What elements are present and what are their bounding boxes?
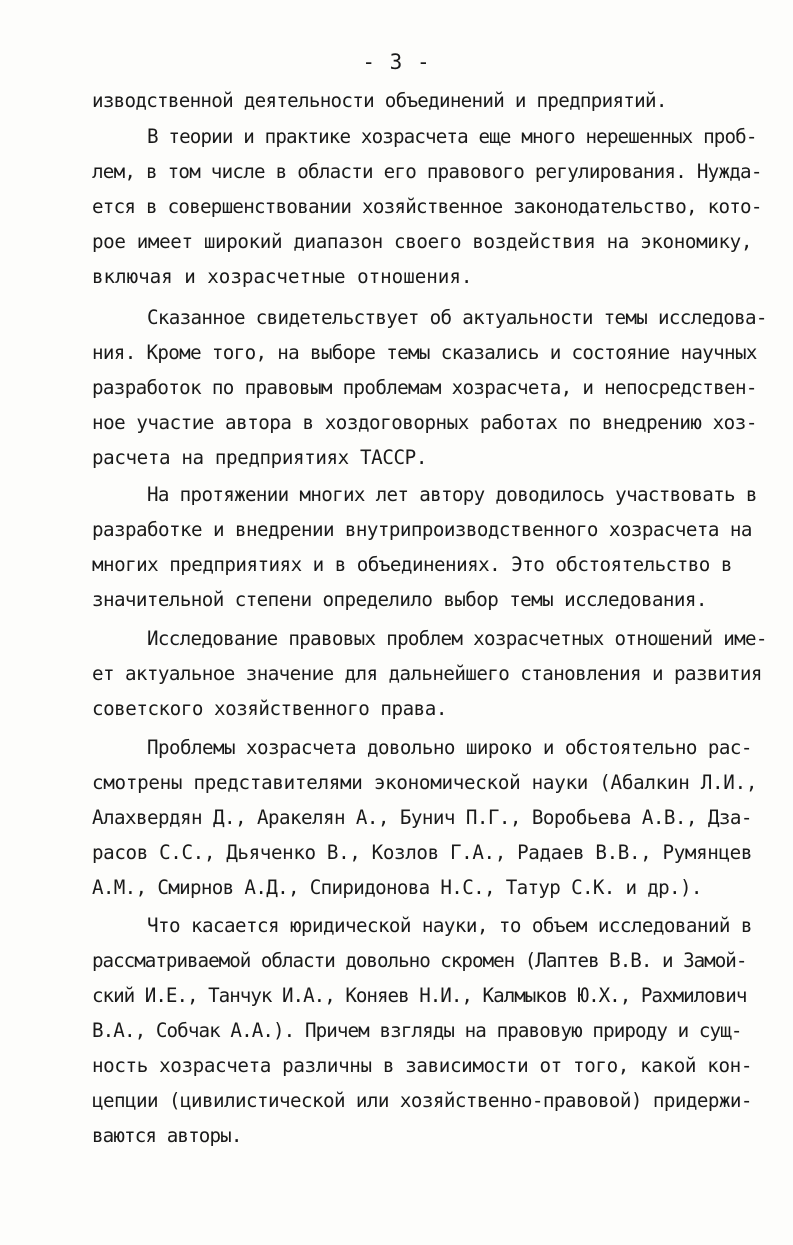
text-line: В теории и практике хозрасчета еще много нерешенных проб-	[147, 125, 757, 148]
page-number: - 3 -	[362, 50, 431, 74]
text-line: включая и хозрасчетные отношения.	[92, 265, 473, 288]
text-line: ется в совершенствовании хозяйственное законодательство, кото-	[92, 195, 762, 218]
text-line: ное участие автора в хоздоговорных работах по внедрению хоз-	[92, 411, 757, 434]
text-line: разработок по правовым проблемам хозрасчета, и непосредствен-	[92, 376, 757, 399]
text-line: ваются авторы.	[92, 1124, 242, 1147]
text-line: Сказанное свидетельствует об актуальности темы исследова-	[147, 306, 767, 329]
text-line: Проблемы хозрасчета довольно широко и обстоятельно рас-	[147, 736, 752, 759]
text-line: смотрены представителями экономической науки (Абалкин Л.И.,	[92, 771, 758, 794]
text-line: рассматриваемой области довольно скромен (Лаптев В.В. и Замой-	[92, 949, 747, 972]
text-line: А.М., Смирнов А.Д., Спиридонова Н.С., Татур С.К. и др.).	[92, 876, 702, 899]
text-line: цепции (цивилистической или хозяйственно-правовой) придержи-	[92, 1089, 752, 1112]
text-line: ский И.Е., Танчук И.А., Коняев Н.И., Калмыков Ю.Х., Рахмилович	[92, 984, 747, 1007]
text-line: советского хозяйственного права.	[92, 697, 447, 720]
text-line: ность хозрасчета различны в зависимости от того, какой кон-	[92, 1054, 753, 1077]
text-line: ет актуальное значение для дальнейшего становления и развития	[92, 662, 762, 685]
text-line: Что касается юридической науки, то объем исследований в	[147, 914, 752, 937]
text-line: В.А., Собчак А.А.). Причем взгляды на правовую природу и сущ-	[92, 1019, 742, 1042]
text-line: значительной степени определило выбор темы исследования.	[92, 588, 707, 611]
text-line: многих предприятиях и в объединениях. Это обстоятельство в	[92, 553, 732, 576]
text-line: расчета на предприятиях ТАССР.	[92, 446, 428, 469]
text-line: Алахвердян Д., Аракелян А., Бунич П.Г., Воробьева А.В., Дза-	[92, 806, 752, 829]
text-line: расов С.С., Дьяченко В., Козлов Г.А., Радаев В.В., Румянцев	[92, 841, 753, 864]
text-line: разработке и внедрении внутрипроизводственного хозрасчета на	[92, 518, 752, 541]
text-line: изводственной деятельности объединений и предприятий.	[92, 89, 667, 112]
text-line: ния. Кроме того, на выборе темы сказались и состояние научных	[92, 341, 757, 364]
text-line: Исследование правовых проблем хозрасчетных отношений име-	[147, 627, 767, 650]
text-line: На протяжении многих лет автору доводилось участвовать в	[147, 483, 757, 506]
text-line: рое имеет широкий диапазон своего воздействия на экономику,	[92, 230, 753, 253]
text-line: лем, в том числе в области его правового регулирования. Нужда-	[92, 160, 762, 183]
